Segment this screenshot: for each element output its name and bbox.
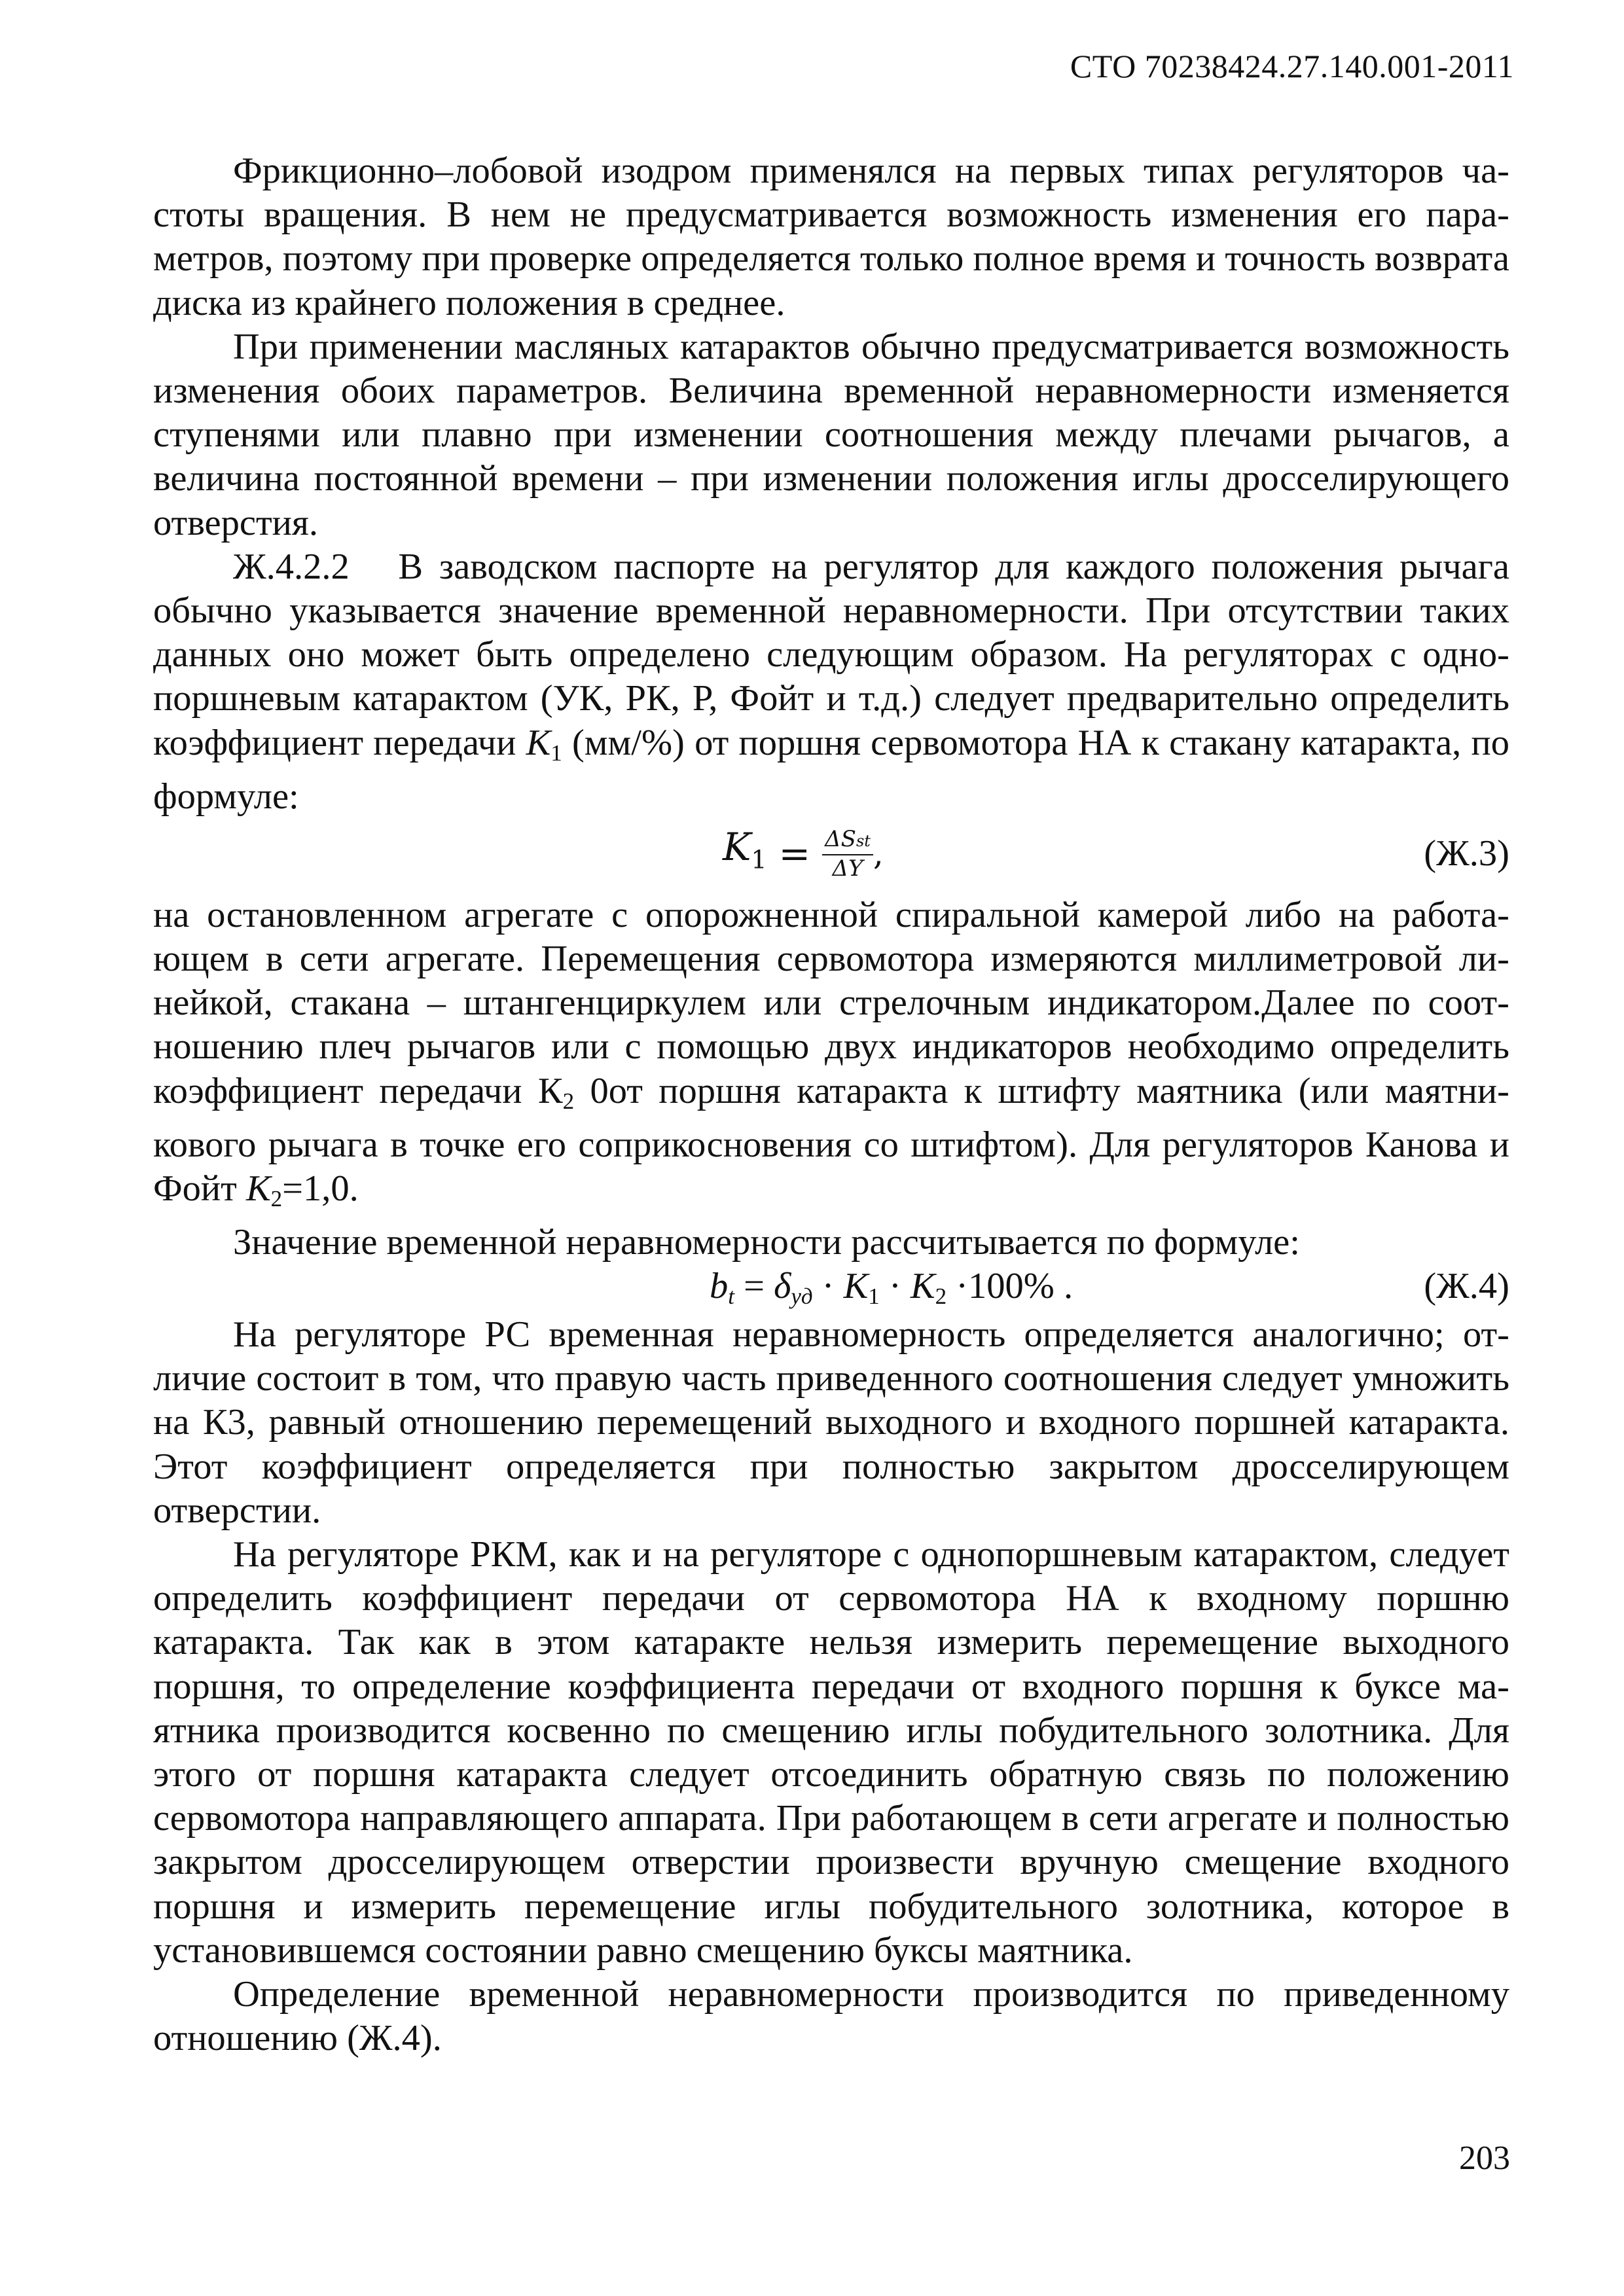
fraction-denominator: ΔY [832, 855, 863, 882]
formula-lhs: $K_1$ [723, 824, 767, 874]
paragraph-text: В заводском паспорте на регулятор для каждого положения рычага обычно указывается значение временной неравномерности. При отсутствии таких данных оно может быть определено следующим образом. На регуляторах с однопоршневым катарактом (УК, РК, Р, Фойт и т.д.) следует предварительно определить коэффициент передачи [153, 546, 1510, 763]
k1-symbol: K [526, 722, 551, 763]
equation-number: (Ж.3) [1424, 833, 1509, 874]
k1-subscript: 1 [550, 740, 562, 766]
formula-zh-3 [153, 820, 1509, 892]
page-body [153, 149, 1509, 2060]
paragraph-formula-intro: Значение временной неравномерности рассчитывается по формуле: [233, 1221, 1300, 1263]
paragraph-text: (мм/%) от поршня сервомотора НА к стакану катаракта, по формуле: [153, 722, 1509, 817]
formula-zh-4 [153, 1265, 1509, 1313]
paragraph-friction-isodrome: Фрикционно–лобовой изодром применялся на первых типах регуляторов частоты вращения. В нем не предусматривается возможность изменения его параметров, поэтому при проверке определяется только полное время и точность возврата диска из крайнего положения в среднее. [153, 151, 1509, 323]
document-code-header: СТО 70238424.27.140.001-2011 [1070, 48, 1514, 84]
paragraph-oil-cataracts: При применении масляных катарактов обычно предусматривается возможность изменения обоих параметров. Величина временной неравномерности изменяется ступенями или плавно при изменении соотношения между плечами рычагов, а величина постоянной времени – при изменении положения иглы дросселирующего отверстия. [153, 326, 1509, 543]
formula-expression [723, 825, 884, 882]
fraction [822, 826, 873, 882]
formula-expression: $b_t = \delta_{уд} \cdot K_1 \cdot K_2 \cdot 100\%$ . [710, 1265, 1074, 1309]
formula-comma: , [873, 834, 884, 872]
equation-number: (Ж.4) [1424, 1265, 1509, 1306]
section-number: Ж.4.2.2 [233, 546, 350, 587]
page-number: 203 [1459, 2140, 1510, 2177]
fraction-numerator: ΔSst [822, 826, 873, 855]
paragraph-zh-4-2-2 [153, 545, 1509, 819]
equals-sign: = [778, 831, 811, 876]
paragraph-measurement: на остановленном агрегате с опорожненной спиральной камерой либо на работающем в сети агрегате. Перемещения сервомотора измеряются миллиметровой линейкой, стакана – штангенциркулем или стрелочным индикатором.Далее по соотношению плеч рычагов или с помощью двух индикаторов необходимо определить коэффициент передачи $К_2$ 0от поршня катаракта к штифту маятника (или маятникового рычага в точке его соприкосновения со штифтом). Для регуляторов Канова и Фойт $K_2=1,0$. [153, 894, 1509, 1211]
paragraph-rs-regulator: На регуляторе РС временная неравномерность определяется аналогично; отличие состоит в том, что правую часть приведенного соотношения следует умножить на К3, равный отношению перемещений выходного и входного поршней катаракта. Этот коэффициент определяется при полностью закрытом дросселирующем отверстии. [153, 1314, 1509, 1531]
paragraph-conclusion: Определение временной неравномерности производится по приведенному отношению (Ж.4). [153, 1973, 1509, 2059]
paragraph-rkm-regulator: На регуляторе РКМ, как и на регуляторе с однопоршневым катарактом, следует определить коэффициент передачи от сервомотора НА к входному поршню катаракта. Так как в этом катаракте нельзя измерить перемещение выходного поршня, то определение коэффициента передачи от входного поршня к буксе маятника производится косвенно по смещению иглы побудительного золотника. Для этого от поршня катаракта следует отсоединить обратную связь по положению сервомотора направляющего аппарата. При работающем в сети агрегате и полностью закрытом дросселирующем отверстии произвести вручную смещение входного поршня и измерить перемещение иглы побудительного золотника, которое в установившемся состоянии равно смещению буксы маятника. [153, 1534, 1509, 1971]
